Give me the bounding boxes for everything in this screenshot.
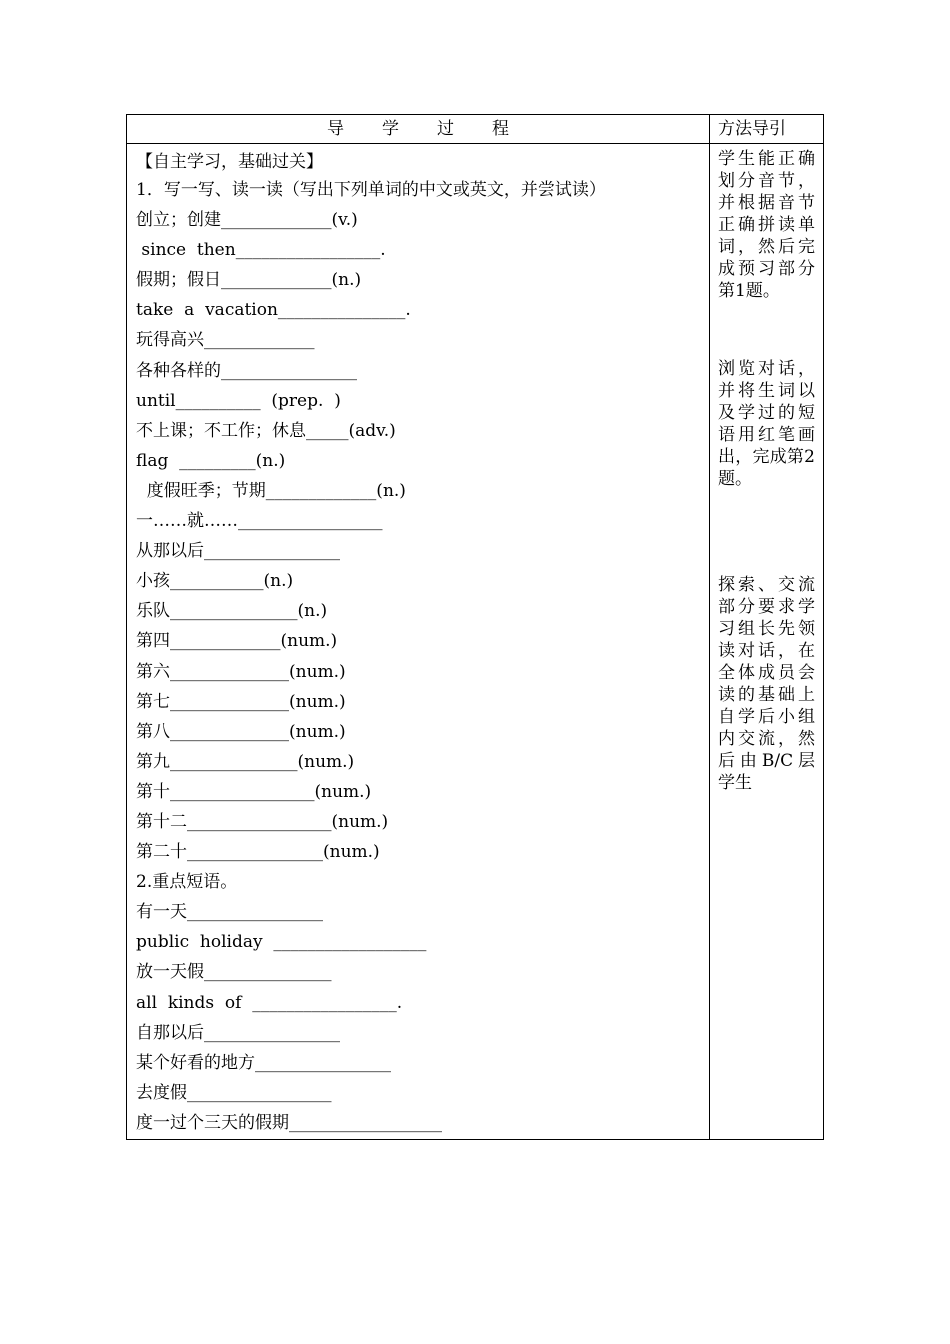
exercise-line: all kinds of _________________. bbox=[136, 992, 403, 1013]
section-heading: 【自主学习，基础过关】 bbox=[136, 152, 323, 172]
exercise-line: 有一天________________ bbox=[136, 902, 323, 923]
guidance-note-2: 浏览对话，并将生词以及学过的短语用红笔画出，完成第2题。 bbox=[718, 359, 815, 489]
guidance-note-3: 探索、交流部分要求学习组长先领读对话，在全体成员会读的基础上自学后小组内交流，然后由B/C层学生 bbox=[718, 575, 815, 793]
exercise-line: 各种各样的________________ bbox=[136, 360, 357, 381]
exercise-line: 从那以后________________ bbox=[136, 541, 340, 562]
exercise-line: 不上课；不工作；休息_____(adv.) bbox=[136, 420, 396, 441]
exercise-line: 乐队_______________(n.) bbox=[136, 601, 328, 622]
process-title: 导学过程 bbox=[327, 119, 547, 139]
exercise-line: 一……就……_________________ bbox=[136, 511, 383, 532]
exercise-line: until__________ (prep. ) bbox=[136, 390, 341, 411]
phrases-heading: 2.重点短语。 bbox=[136, 872, 238, 893]
method-header: 方法导引 bbox=[710, 115, 824, 144]
exercise-line: 第八______________(num.) bbox=[136, 721, 346, 742]
exercise-line: 创立；创建_____________(v.) bbox=[136, 210, 358, 231]
exercise-line: 第十_________________(num.) bbox=[136, 781, 372, 802]
exercise-line: 第六______________(num.) bbox=[136, 661, 346, 682]
exercise-line: 假期；假日_____________(n.) bbox=[136, 270, 362, 291]
header-row bbox=[127, 115, 824, 144]
exercise-line: 第四_____________(num.) bbox=[136, 631, 338, 652]
exercise-line: flag _________(n.) bbox=[136, 450, 286, 471]
exercise-line: 第二十________________(num.) bbox=[136, 842, 380, 863]
exercise-line: take a vacation_______________. bbox=[136, 300, 411, 321]
process-header bbox=[127, 115, 710, 144]
guidance-note-1: 学生能正确划分音节，并根据音节正确拼读单词，然后完成预习部分第1题。 bbox=[718, 149, 815, 301]
exercise-line: 小孩___________(n.) bbox=[136, 571, 294, 592]
exercise-instruction: 1．写一写、读一读（写出下列单词的中文或英文，并尝试读） bbox=[136, 180, 606, 200]
exercise-line: since then_________________. bbox=[136, 240, 386, 261]
exercise-line: 放一天假_______________ bbox=[136, 962, 332, 983]
guidance-column bbox=[710, 144, 824, 1140]
exercise-line: 第十二_________________(num.) bbox=[136, 811, 389, 832]
exercise-line: 自那以后________________ bbox=[136, 1022, 340, 1043]
exercise-line: 玩得高兴_____________ bbox=[136, 330, 315, 351]
exercise-line: 第七______________(num.) bbox=[136, 691, 346, 712]
exercise-column bbox=[127, 144, 710, 1140]
body-row bbox=[127, 144, 824, 1140]
exercise-line: 第九_______________(num.) bbox=[136, 751, 355, 772]
exercise-line: 去度假_________________ bbox=[136, 1082, 332, 1103]
exercise-line: 某个好看的地方________________ bbox=[136, 1052, 391, 1073]
exercise-line: 度一过个三天的假期__________________ bbox=[136, 1112, 442, 1133]
exercise-line: public holiday __________________ bbox=[136, 932, 427, 953]
exercise-line: 度假旺季；节期_____________(n.) bbox=[136, 480, 406, 501]
study-table bbox=[126, 114, 824, 1140]
